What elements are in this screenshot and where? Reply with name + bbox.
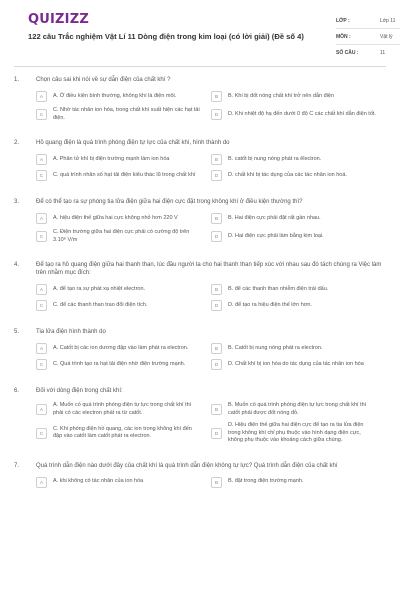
answer-text: D. Khi nhiệt độ hạ đến dưới 0 độ C các chất khí dẫn điện tốt. <box>228 110 376 117</box>
answer-text: D. Hai điện cực phải làm bằng kim loại. <box>228 232 324 239</box>
answer-option-b[interactable] <box>211 477 386 488</box>
option-letter-box[interactable]: B <box>211 404 222 415</box>
option-letter-box[interactable]: C <box>36 428 47 439</box>
option-letter-box[interactable]: C <box>36 170 47 181</box>
answer-option-b[interactable] <box>211 343 386 354</box>
question-text: Để có thể tạo ra sự phóng tia lửa điện giữa hai điện cực đặt trong không khí ở điều kiện thường thì? <box>36 199 303 205</box>
answer-text: C. quá trình nhân số hạt tải điện kiểu thác lũ trong chất khí <box>53 171 196 178</box>
option-letter-box[interactable]: B <box>211 91 222 102</box>
meta-value: 11 <box>380 50 386 56</box>
answer-text: C. Quá trình tạo ra hạt tải điện nhờ điện trường mạnh. <box>53 360 186 367</box>
answer-option-a[interactable] <box>36 343 211 354</box>
question-text: Hồ quang điện là quá trình phóng điện tự lực của chất khí, hình thành do <box>36 140 230 146</box>
answer-text: D. Hiệu điện thế giữa hai điện cực để tạo ra tia lửa điện trong không khí chỉ phụ thuộc vào hình dạng điện cực, không phụ thuộc vào khoảng cách giữa chúng. <box>228 422 364 443</box>
answer-option-b[interactable] <box>211 213 386 224</box>
question-3 <box>14 198 386 249</box>
meta-value: Vật lý <box>380 33 393 40</box>
answer-text: C. để các thanh than trao đổi điện tích. <box>53 301 148 308</box>
question-1 <box>14 76 386 127</box>
option-letter-box[interactable]: C <box>36 109 47 120</box>
answer-text: B. Hai điện cực phải đặt rất gần nhau. <box>228 214 321 221</box>
answer-text: A. Phân tử khí bị điện trường mạnh làm ion hóa <box>53 155 170 162</box>
answer-option-b[interactable] <box>211 284 386 295</box>
answer-text: B. catốt bị nung nóng phát ra êlectron. <box>228 155 322 162</box>
header-divider <box>14 66 386 67</box>
question-number: 5. <box>14 329 20 335</box>
question-number: 4. <box>14 262 20 268</box>
option-letter-box[interactable]: B <box>211 154 222 165</box>
option-letter-box[interactable]: C <box>36 231 47 242</box>
answer-text: A. khi không có tác nhân của ion hóa <box>53 478 144 485</box>
question-2 <box>14 139 386 186</box>
option-letter-box[interactable]: B <box>211 284 222 295</box>
option-letter-box[interactable]: D <box>211 300 222 311</box>
answer-option-a[interactable] <box>36 477 211 488</box>
meta-row-class <box>336 13 400 29</box>
answer-option-c[interactable] <box>36 359 211 370</box>
question-text: Để tạo ra hồ quang điện giữa hai thanh than, lúc đầu người ta cho hai thanh than tiếp xúc với nhau sau đó tách chúng ra Việc làm trên nhằm mục đích: <box>36 262 382 276</box>
answer-option-a[interactable] <box>36 284 211 295</box>
answer-text: B. đặt trong điện trường mạnh. <box>228 478 304 485</box>
question-4 <box>14 261 386 316</box>
question-number: 6. <box>14 388 20 394</box>
option-letter-box[interactable]: A <box>36 154 47 165</box>
answer-text: B. Muốn có quá trình phóng điện tự lực trong chất khí thì catốt phải được đốt nóng đỏ. <box>228 402 367 416</box>
answer-option-d[interactable] <box>211 300 386 311</box>
option-letter-box[interactable]: B <box>211 477 222 488</box>
option-letter-box[interactable]: A <box>36 91 47 102</box>
option-letter-box[interactable]: A <box>36 284 47 295</box>
question-7 <box>14 462 386 493</box>
answer-options <box>36 213 386 249</box>
page-title: 122 câu Trắc nghiệm Vật Lí 11 Dòng điện trong kim loại (có lời giải) (Đề số 4) <box>28 32 304 41</box>
answer-option-d[interactable] <box>211 170 386 181</box>
answer-text: A. để tạo ra sự phát xạ nhiệt electron. <box>53 285 146 292</box>
answer-text: C. Nhờ tác nhân ion hóa, trong chất khí xuất hiện các hạt tải điện. <box>53 107 200 121</box>
option-letter-box[interactable]: A <box>36 213 47 224</box>
option-letter-box[interactable]: D <box>211 170 222 181</box>
answer-option-b[interactable] <box>211 154 386 165</box>
question-6 <box>14 387 386 450</box>
answer-text: A. Muốn có quá trình phóng điện tự lực trong chất khí thì phải có các electron phát ra từ catốt. <box>53 402 192 416</box>
option-letter-box[interactable]: D <box>211 231 222 242</box>
answer-text: A. Catốt bị các ion dương đập vào làm phát ra electron. <box>53 344 189 351</box>
question-list <box>14 76 386 505</box>
question-text: Tia lửa điện hình thành do <box>36 329 106 335</box>
answer-option-a[interactable] <box>36 213 211 224</box>
answer-text: B. Catốt bị nung nóng phát ra electron. <box>228 344 323 351</box>
question-text: Quá trình dẫn điện nào dưới đây của chất khí là quá trình dẫn điện không tự lực? Quá trình dẫn điện của chất khí <box>36 462 338 469</box>
answer-option-a[interactable] <box>36 154 211 165</box>
answer-text: D. để tạo ra hiệu điện thế lớn hơn. <box>228 301 312 308</box>
option-letter-box[interactable]: A <box>36 404 47 415</box>
answer-options <box>36 154 386 186</box>
answer-text: C. Điện trường giữa hai điện cực phải có cường độ trên 3.10⁶ V/m <box>53 229 190 243</box>
question-number: 7. <box>14 462 20 469</box>
meta-value: Lớp 11 <box>380 17 396 24</box>
question-text: Chọn câu sai khi nói về sự dẫn điện của chất khí ? <box>36 77 171 83</box>
answer-option-c[interactable] <box>36 229 211 244</box>
answer-text: D. Chất khí bị ion hóa do tác dụng của tác nhân ion hóa <box>228 360 364 367</box>
answer-option-a[interactable] <box>36 402 211 417</box>
option-letter-box[interactable]: A <box>36 343 47 354</box>
answer-option-c[interactable] <box>36 300 211 311</box>
meta-label: LỚP : <box>336 17 350 24</box>
answer-text: A. hiệu điện thế giữa hai cực không nhỏ hơn 220 V <box>53 214 178 221</box>
answer-options <box>36 91 386 127</box>
option-letter-box[interactable]: B <box>211 213 222 224</box>
answer-options <box>36 402 386 450</box>
answer-text: A. Ở điều kiện bình thường, không khí là điện môi. <box>53 92 177 99</box>
quizizz-logo[interactable]: QUIZIZZ <box>28 12 89 27</box>
answer-text: B. Khi bị đốt nóng chất khí trở nên dẫn điện <box>228 92 335 99</box>
answer-options <box>36 284 386 316</box>
answer-option-b[interactable] <box>211 402 386 417</box>
meta-label: SỐ CÂU : <box>336 50 359 56</box>
answer-options <box>36 477 386 493</box>
answer-options <box>36 343 386 375</box>
option-letter-box[interactable]: D <box>211 428 222 439</box>
answer-text: B. để các thanh than nhiễm điện trái dấu. <box>228 285 329 292</box>
answer-option-d[interactable] <box>211 422 386 445</box>
question-number: 3. <box>14 199 20 205</box>
answer-text: D. chất khí bị tác dụng của các tác nhân ion hoá. <box>228 171 347 178</box>
option-letter-box[interactable]: B <box>211 343 222 354</box>
question-number: 2. <box>14 140 20 146</box>
header <box>14 0 396 62</box>
answer-option-d[interactable] <box>211 107 386 122</box>
meta-row-subject <box>336 29 400 45</box>
answer-text: C. Khi phóng điện hồ quang, các ion trong không khí đến đập vào catốt làm catốt phát ra electron. <box>53 425 192 440</box>
answer-option-c[interactable] <box>36 422 211 445</box>
option-letter-box[interactable]: C <box>36 300 47 311</box>
question-5 <box>14 328 386 375</box>
answer-option-a[interactable] <box>36 91 211 102</box>
answer-option-b[interactable] <box>211 91 386 102</box>
option-letter-box[interactable]: C <box>36 359 47 370</box>
question-number: 1. <box>14 77 20 83</box>
answer-option-c[interactable] <box>36 107 211 122</box>
option-letter-box[interactable]: A <box>36 477 47 488</box>
meta-label: MÔN : <box>336 33 351 40</box>
meta-table <box>336 13 400 61</box>
option-letter-box[interactable]: D <box>211 109 222 120</box>
answer-option-d[interactable] <box>211 229 386 244</box>
question-text: Đối với dòng điện trong chất khí: <box>36 388 123 394</box>
answer-option-c[interactable] <box>36 170 211 181</box>
answer-option-d[interactable] <box>211 359 386 370</box>
meta-row-count <box>336 45 400 61</box>
option-letter-box[interactable]: D <box>211 359 222 370</box>
